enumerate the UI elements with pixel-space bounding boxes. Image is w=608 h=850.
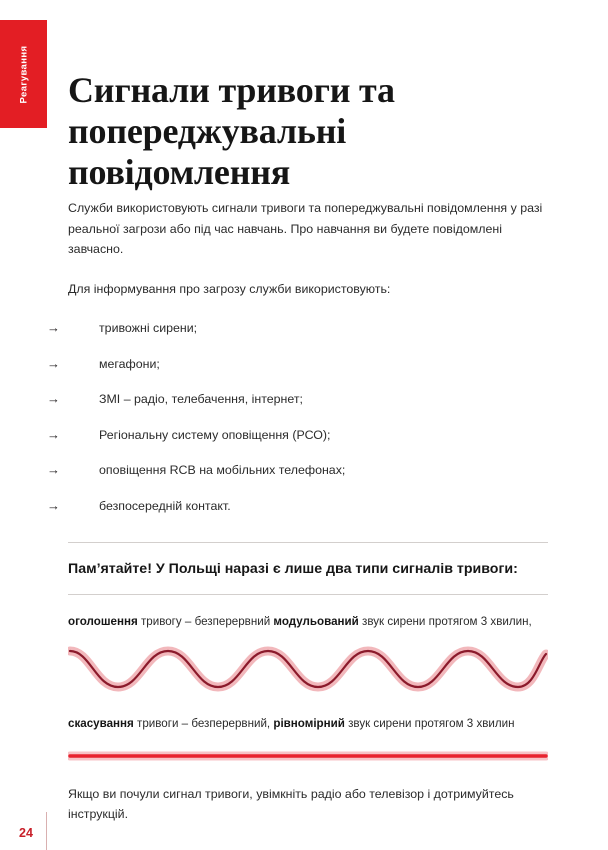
section-tab	[0, 20, 47, 128]
section-tab-label: Реагування	[18, 45, 29, 103]
page-title: Сигнали тривоги та попереджувальні повідомлення	[68, 70, 395, 193]
list-item	[47, 497, 548, 515]
list-item-label: тривожні сирени;	[99, 321, 198, 335]
signal-description	[68, 612, 548, 631]
arrow-right-icon: →	[47, 426, 60, 442]
signal-text-mid: тривоги – безперервний,	[133, 716, 274, 730]
arrow-right-icon: →	[47, 497, 60, 513]
modulated-wave-graphic	[68, 641, 548, 697]
closing-paragraph: Якщо ви почули сигнал тривоги, увімкніть радіо або телевізор і дотримуйтесь інструкцій.	[68, 786, 514, 821]
signal-alarm-announcement	[68, 595, 548, 697]
list-item	[47, 355, 548, 373]
list-item-label: Регіональну систему оповіщення (РСО);	[99, 427, 331, 442]
callout-heading: Пам’ятайте! У Польщі наразі є лише два типи сигналів тривоги:	[68, 560, 518, 577]
list-item-label: ЗМІ – радіо, телебачення, інтернет;	[99, 392, 303, 406]
signal-emphasis: модульований	[273, 614, 359, 628]
list-item	[47, 320, 548, 337]
list-item-label: мегафони;	[99, 356, 160, 371]
page-number: 24	[19, 826, 33, 840]
remember-callout	[68, 542, 548, 769]
arrow-right-icon: →	[47, 462, 60, 477]
signal-text-end: звук сирени протягом 3 хвилин,	[358, 614, 532, 628]
signal-emphasis: рівномірний	[273, 716, 345, 730]
arrow-right-icon: →	[47, 355, 60, 371]
intro-paragraph-2: Для інформування про загрозу служби використовують:	[68, 281, 391, 296]
arrow-right-icon: →	[47, 391, 60, 406]
signal-text-end: звук сирени протягом 3 хвилин	[344, 716, 515, 730]
page-content	[47, 198, 548, 825]
signal-description	[68, 714, 548, 733]
arrow-right-icon: →	[47, 320, 60, 335]
steady-line-graphic	[68, 747, 548, 769]
list-item	[47, 462, 548, 479]
list-item-label: безпосередній контакт.	[99, 498, 231, 513]
list-item	[47, 391, 548, 408]
list-item	[47, 426, 548, 444]
list-item-label: оповіщення RCB на мобільних телефонах;	[99, 463, 346, 477]
signal-name: скасування	[68, 716, 134, 730]
signal-name: оголошення	[68, 614, 138, 628]
intro-paragraph-1: Служби використовують сигнали тривоги та попереджувальні повідомлення у разі реальної загрози або під час навчань. Про навчання ви будете повідомлені завчасно.	[68, 201, 543, 256]
signal-text-mid: тривогу – безперервний	[137, 614, 274, 628]
footer-divider	[46, 812, 47, 850]
information-channels-list	[47, 320, 548, 515]
signal-alarm-cancellation	[68, 697, 548, 769]
